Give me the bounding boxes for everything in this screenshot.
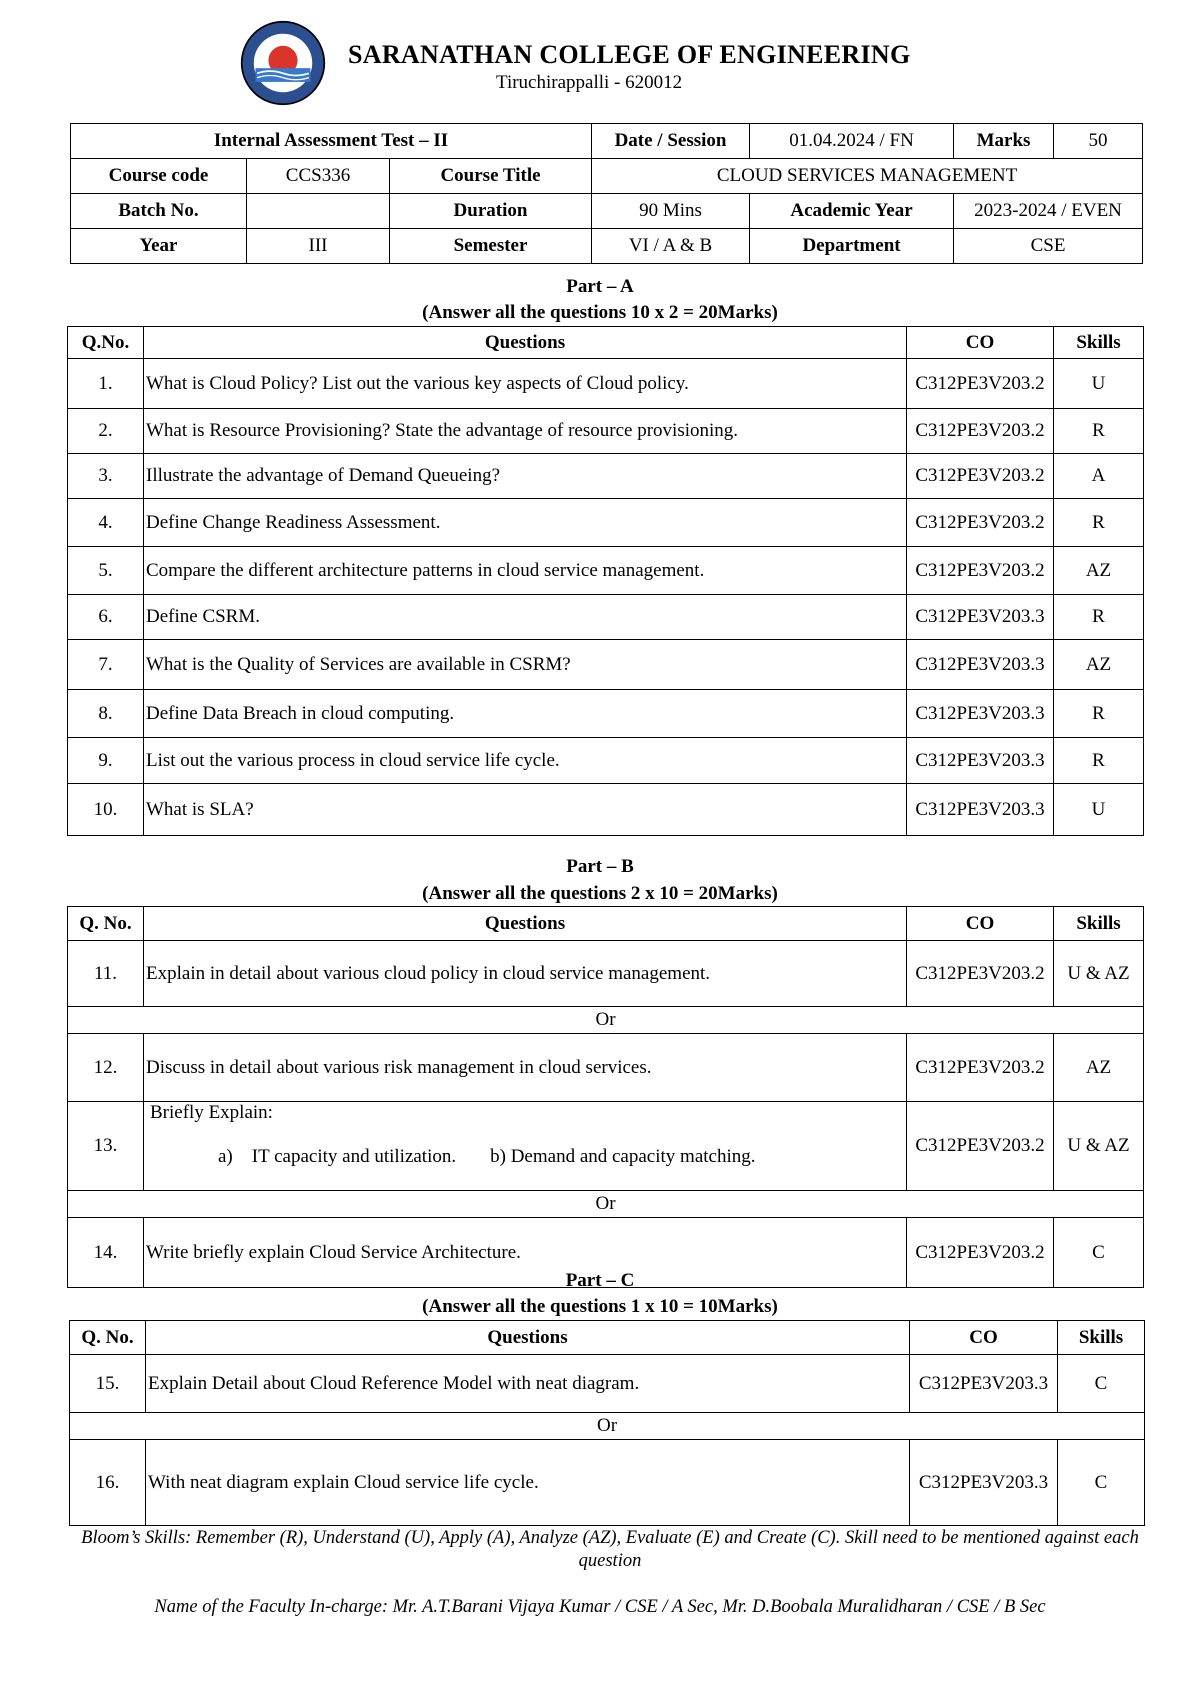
question-skill: U & AZ bbox=[1054, 941, 1144, 1007]
table-row bbox=[68, 499, 1144, 547]
batch-label: Batch No. bbox=[71, 194, 247, 229]
question-number: 16. bbox=[70, 1440, 146, 1526]
course-title-label: Course Title bbox=[390, 159, 592, 194]
semester-label: Semester bbox=[390, 229, 592, 264]
question-co: C312PE3V203.3 bbox=[910, 1440, 1058, 1526]
table-row bbox=[68, 547, 1144, 595]
question-co: C312PE3V203.3 bbox=[907, 595, 1054, 640]
question-skill: R bbox=[1054, 409, 1144, 454]
question-co: C312PE3V203.2 bbox=[907, 1218, 1054, 1288]
part-c-col-skills: Skills bbox=[1058, 1321, 1145, 1355]
date-session-value: 01.04.2024 / FN bbox=[750, 124, 954, 159]
table-row bbox=[68, 1034, 1144, 1102]
table-row bbox=[68, 640, 1144, 690]
question-skill: U bbox=[1054, 359, 1144, 409]
or-row bbox=[70, 1413, 1145, 1440]
table-row bbox=[68, 738, 1144, 784]
table-row bbox=[70, 1355, 1145, 1413]
part-c-col-co: CO bbox=[910, 1321, 1058, 1355]
question-text: What is Resource Provisioning? State the advantage of resource provisioning. bbox=[144, 409, 907, 454]
table-row bbox=[68, 359, 1144, 409]
question-number: 3. bbox=[68, 454, 144, 499]
question-skill: AZ bbox=[1054, 1034, 1144, 1102]
part-a-instruction: (Answer all the questions 10 x 2 = 20Marks) bbox=[422, 302, 778, 323]
question-co: C312PE3V203.2 bbox=[907, 359, 1054, 409]
question-skill: AZ bbox=[1054, 640, 1144, 690]
question-text: Define CSRM. bbox=[144, 595, 907, 640]
or-label: Or bbox=[70, 1413, 1145, 1440]
question-number: 5. bbox=[68, 547, 144, 595]
or-row bbox=[68, 1191, 1144, 1218]
part-a-col-skills: Skills bbox=[1054, 327, 1144, 359]
question-skill: R bbox=[1054, 738, 1144, 784]
question-skill: U & AZ bbox=[1054, 1102, 1144, 1191]
table-row bbox=[68, 784, 1144, 836]
question-co: C312PE3V203.3 bbox=[907, 738, 1054, 784]
college-city: Tiruchirappalli - 620012 bbox=[496, 72, 683, 93]
part-c-title: Part – C bbox=[565, 1270, 635, 1291]
table-row bbox=[68, 595, 1144, 640]
question-co: C312PE3V203.2 bbox=[907, 547, 1054, 595]
part-b-table bbox=[67, 906, 1144, 1288]
department-value: CSE bbox=[954, 229, 1143, 264]
question-skill: C bbox=[1058, 1440, 1145, 1526]
question-skill: AZ bbox=[1054, 547, 1144, 595]
year-value: III bbox=[247, 229, 390, 264]
part-c-col-qno: Q. No. bbox=[70, 1321, 146, 1355]
question-text: Define Change Readiness Assessment. bbox=[144, 499, 907, 547]
academic-year-label: Academic Year bbox=[750, 194, 954, 229]
question-text: Discuss in detail about various risk management in cloud services. bbox=[144, 1034, 907, 1102]
part-a-rows bbox=[68, 359, 1144, 836]
question-skill: A bbox=[1054, 454, 1144, 499]
question-skill: R bbox=[1054, 690, 1144, 738]
test-name: Internal Assessment Test – II bbox=[71, 124, 592, 159]
semester-value: VI / A & B bbox=[592, 229, 750, 264]
question-text: Compare the different architecture patterns in cloud service management. bbox=[144, 547, 907, 595]
course-code-value: CCS336 bbox=[247, 159, 390, 194]
question-number: 10. bbox=[68, 784, 144, 836]
department-label: Department bbox=[750, 229, 954, 264]
part-b-col-qno: Q. No. bbox=[68, 907, 144, 941]
question-number: 2. bbox=[68, 409, 144, 454]
faculty-in-charge: Name of the Faculty In-charge: Mr. A.T.Barani Vijaya Kumar / CSE / A Sec, Mr. D.Boobala Muralidharan / CSE / B Sec bbox=[154, 1597, 1046, 1617]
part-b-instruction: (Answer all the questions 2 x 10 = 20Marks) bbox=[422, 883, 778, 904]
question-number: 6. bbox=[68, 595, 144, 640]
course-title-value: CLOUD SERVICES MANAGEMENT bbox=[592, 159, 1143, 194]
or-label: Or bbox=[68, 1007, 1144, 1034]
part-a-col-questions: Questions bbox=[144, 327, 907, 359]
question-co: C312PE3V203.2 bbox=[907, 1034, 1054, 1102]
question-number: 14. bbox=[68, 1218, 144, 1288]
table-row bbox=[68, 941, 1144, 1007]
question-number: 15. bbox=[70, 1355, 146, 1413]
question-text: What is Cloud Policy? List out the various key aspects of Cloud policy. bbox=[144, 359, 907, 409]
table-row bbox=[68, 454, 1144, 499]
question-number: 13. bbox=[68, 1102, 144, 1191]
part-b-col-skills: Skills bbox=[1054, 907, 1144, 941]
question-text: With neat diagram explain Cloud service life cycle. bbox=[146, 1440, 910, 1526]
question-text: Briefly Explain: bbox=[150, 1102, 273, 1123]
question-text: List out the various process in cloud service life cycle. bbox=[144, 738, 907, 784]
part-b-title: Part – B bbox=[566, 856, 634, 877]
question-text: Explain in detail about various cloud policy in cloud service management. bbox=[144, 941, 907, 1007]
table-row bbox=[70, 1440, 1145, 1526]
question-co: C312PE3V203.2 bbox=[907, 1102, 1054, 1191]
question-subpart-a: a) IT capacity and utilization. bbox=[218, 1146, 457, 1167]
marks-value: 50 bbox=[1054, 124, 1143, 159]
question-number: 1. bbox=[68, 359, 144, 409]
part-b-col-co: CO bbox=[907, 907, 1054, 941]
question-co: C312PE3V203.3 bbox=[907, 784, 1054, 836]
part-b-col-questions: Questions bbox=[144, 907, 907, 941]
part-c-instruction: (Answer all the questions 1 x 10 = 10Marks) bbox=[422, 1296, 778, 1317]
question-number: 9. bbox=[68, 738, 144, 784]
question-text: What is the Quality of Services are available in CSRM? bbox=[144, 640, 907, 690]
question-co: C312PE3V203.2 bbox=[907, 941, 1054, 1007]
year-label: Year bbox=[71, 229, 247, 264]
batch-value bbox=[247, 194, 390, 229]
question-number: 11. bbox=[68, 941, 144, 1007]
question-co: C312PE3V203.2 bbox=[907, 454, 1054, 499]
question-co: C312PE3V203.2 bbox=[907, 499, 1054, 547]
college-logo bbox=[240, 20, 326, 106]
question-text: Illustrate the advantage of Demand Queueing? bbox=[144, 454, 907, 499]
question-text: Write briefly explain Cloud Service Architecture. bbox=[144, 1218, 907, 1288]
table-row bbox=[68, 690, 1144, 738]
or-label: Or bbox=[68, 1191, 1144, 1218]
question-skill: R bbox=[1054, 595, 1144, 640]
date-session-label: Date / Session bbox=[592, 124, 750, 159]
question-number: 4. bbox=[68, 499, 144, 547]
question-skill: C bbox=[1058, 1355, 1145, 1413]
question-skill: U bbox=[1054, 784, 1144, 836]
question-co: C312PE3V203.3 bbox=[907, 640, 1054, 690]
part-a-col-co: CO bbox=[907, 327, 1054, 359]
question-number: 8. bbox=[68, 690, 144, 738]
question-co: C312PE3V203.3 bbox=[907, 690, 1054, 738]
part-a-title: Part – A bbox=[566, 276, 634, 297]
exam-info-table bbox=[70, 123, 1143, 264]
blooms-skills-note: Bloom’s Skills: Remember (R), Understand (U), Apply (A), Analyze (AZ), Evaluate (E) and Create (C). Skill need to be mentioned against each question bbox=[81, 1528, 1139, 1571]
question-co: C312PE3V203.2 bbox=[907, 409, 1054, 454]
or-row bbox=[68, 1007, 1144, 1034]
part-a-table bbox=[67, 326, 1144, 836]
marks-label: Marks bbox=[954, 124, 1054, 159]
academic-year-value: 2023-2024 / EVEN bbox=[954, 194, 1143, 229]
question-skill: C bbox=[1054, 1218, 1144, 1288]
question-text: Explain Detail about Cloud Reference Model with neat diagram. bbox=[146, 1355, 910, 1413]
question-co: C312PE3V203.3 bbox=[910, 1355, 1058, 1413]
college-name: SARANATHAN COLLEGE OF ENGINEERING bbox=[348, 40, 911, 69]
course-code-label: Course code bbox=[71, 159, 247, 194]
question-text: What is SLA? bbox=[144, 784, 907, 836]
question-text: Define Data Breach in cloud computing. bbox=[144, 690, 907, 738]
duration-label: Duration bbox=[390, 194, 592, 229]
question-skill: R bbox=[1054, 499, 1144, 547]
part-a-col-qno: Q.No. bbox=[68, 327, 144, 359]
table-row bbox=[68, 1102, 1144, 1191]
duration-value: 90 Mins bbox=[592, 194, 750, 229]
table-row bbox=[68, 409, 1144, 454]
part-c-table bbox=[69, 1320, 1145, 1526]
question-subpart-b: b) Demand and capacity matching. bbox=[490, 1146, 756, 1167]
question-text-multi bbox=[144, 1102, 907, 1191]
question-number: 7. bbox=[68, 640, 144, 690]
part-c-col-questions: Questions bbox=[146, 1321, 910, 1355]
question-number: 12. bbox=[68, 1034, 144, 1102]
